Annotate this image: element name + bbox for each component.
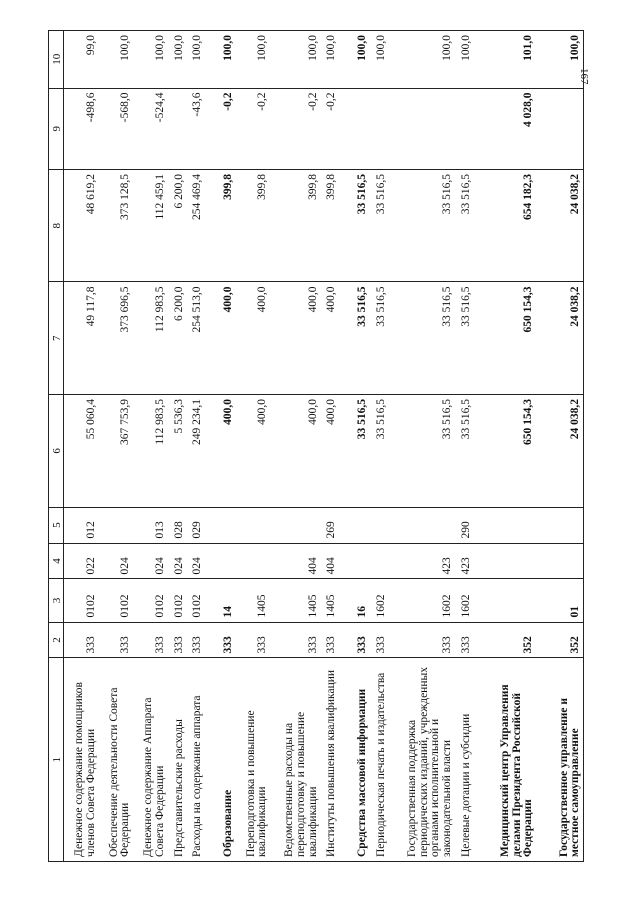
column-header: 9 bbox=[49, 88, 64, 169]
plan-amount-cell: 400,0 bbox=[321, 282, 340, 395]
ministry-code-cell: 333 bbox=[205, 622, 236, 658]
expense-type-cell bbox=[389, 507, 455, 543]
approved-amount-cell: 55 060,4 bbox=[64, 395, 99, 508]
percent-cell: 100,0 bbox=[270, 31, 320, 89]
expense-type-cell: 029 bbox=[186, 507, 205, 543]
section-code-cell: 1602 bbox=[455, 579, 474, 622]
actual-amount-cell: 48 619,2 bbox=[64, 169, 99, 282]
table-row bbox=[168, 31, 187, 862]
plan-amount-cell: 400,0 bbox=[236, 282, 270, 395]
deviation-cell: -43,6 bbox=[186, 88, 205, 169]
plan-amount-cell: 24 038,2 bbox=[536, 282, 584, 395]
deviation-cell: -0,2 bbox=[205, 88, 236, 169]
deviation-cell bbox=[339, 88, 370, 169]
row-name-cell: Средства массовой информации bbox=[339, 658, 370, 862]
approved-amount-cell: 33 516,5 bbox=[370, 395, 389, 508]
column-header: 7 bbox=[49, 282, 64, 395]
section-code-cell: 1405 bbox=[321, 579, 340, 622]
target-article-cell: 024 bbox=[99, 543, 133, 579]
section-code-cell: 0102 bbox=[168, 579, 187, 622]
column-header: 8 bbox=[49, 169, 64, 282]
plan-amount-cell: 400,0 bbox=[205, 282, 236, 395]
table-row bbox=[186, 31, 205, 862]
approved-amount-cell: 400,0 bbox=[270, 395, 320, 508]
header-row bbox=[49, 31, 64, 862]
target-article-cell: 404 bbox=[321, 543, 340, 579]
approved-amount-cell: 367 753,9 bbox=[99, 395, 133, 508]
section-code-cell bbox=[473, 579, 536, 622]
target-article-cell: 022 bbox=[64, 543, 99, 579]
column-header: 5 bbox=[49, 507, 64, 543]
ministry-code-cell: 333 bbox=[236, 622, 270, 658]
row-name-cell: Представительские расходы bbox=[168, 658, 187, 862]
row-name-cell: Образование bbox=[205, 658, 236, 862]
approved-amount-cell: 400,0 bbox=[321, 395, 340, 508]
actual-amount-cell: 33 516,5 bbox=[339, 169, 370, 282]
section-code-cell: 16 bbox=[339, 579, 370, 622]
percent-cell: 100,0 bbox=[168, 31, 187, 89]
approved-amount-cell: 400,0 bbox=[236, 395, 270, 508]
expense-type-cell: 290 bbox=[455, 507, 474, 543]
deviation-cell bbox=[389, 88, 455, 169]
row-name-cell: Государственная поддержка периодических изданий, учрежденных органами исполнительной и законодательной власти bbox=[389, 658, 455, 862]
ministry-code-cell: 333 bbox=[455, 622, 474, 658]
column-header: 4 bbox=[49, 543, 64, 579]
expense-type-cell bbox=[370, 507, 389, 543]
table-row bbox=[64, 31, 99, 862]
percent-cell: 100,0 bbox=[99, 31, 133, 89]
expense-type-cell bbox=[270, 507, 320, 543]
section-code-cell: 01 bbox=[536, 579, 584, 622]
percent-cell: 100,0 bbox=[389, 31, 455, 89]
approved-amount-cell: 33 516,5 bbox=[455, 395, 474, 508]
section-code-cell: 1602 bbox=[389, 579, 455, 622]
approved-amount-cell: 112 983,5 bbox=[133, 395, 167, 508]
target-article-cell bbox=[205, 543, 236, 579]
section-code-cell: 0102 bbox=[99, 579, 133, 622]
percent-cell: 99,0 bbox=[64, 31, 99, 89]
actual-amount-cell: 399,8 bbox=[321, 169, 340, 282]
table-row bbox=[370, 31, 389, 862]
plan-amount-cell: 400,0 bbox=[270, 282, 320, 395]
deviation-cell: -0,2 bbox=[270, 88, 320, 169]
percent-cell: 100,0 bbox=[236, 31, 270, 89]
expense-type-cell: 012 bbox=[64, 507, 99, 543]
row-name-cell: Переподготовка и повышение квалификации bbox=[236, 658, 270, 862]
row-name-cell: Денежное содержание Аппарата Совета Федерации bbox=[133, 658, 167, 862]
approved-amount-cell: 24 038,2 bbox=[536, 395, 584, 508]
ministry-code-cell: 352 bbox=[536, 622, 584, 658]
expense-type-cell bbox=[473, 507, 536, 543]
actual-amount-cell: 399,8 bbox=[270, 169, 320, 282]
actual-amount-cell: 254 469,4 bbox=[186, 169, 205, 282]
target-article-cell bbox=[473, 543, 536, 579]
actual-amount-cell: 654 182,3 bbox=[473, 169, 536, 282]
expense-type-cell: 269 bbox=[321, 507, 340, 543]
table-row bbox=[389, 31, 455, 862]
target-article-cell: 404 bbox=[270, 543, 320, 579]
actual-amount-cell: 33 516,5 bbox=[370, 169, 389, 282]
row-name-cell: Целевые дотации и субсидии bbox=[455, 658, 474, 862]
deviation-cell: 4 028,0 bbox=[473, 88, 536, 169]
deviation-cell bbox=[536, 88, 584, 169]
expense-type-cell bbox=[536, 507, 584, 543]
ministry-code-cell: 333 bbox=[168, 622, 187, 658]
column-header: 10 bbox=[49, 31, 64, 89]
deviation-cell bbox=[370, 88, 389, 169]
expense-type-cell: 028 bbox=[168, 507, 187, 543]
column-header: 6 bbox=[49, 395, 64, 508]
expense-type-cell bbox=[339, 507, 370, 543]
table-row bbox=[236, 31, 270, 862]
deviation-cell: -568,0 bbox=[99, 88, 133, 169]
section-code-cell: 1405 bbox=[236, 579, 270, 622]
table-row bbox=[270, 31, 320, 862]
ministry-code-cell: 333 bbox=[133, 622, 167, 658]
expense-type-cell bbox=[236, 507, 270, 543]
table-row bbox=[133, 31, 167, 862]
expense-type-cell bbox=[99, 507, 133, 543]
plan-amount-cell: 33 516,5 bbox=[389, 282, 455, 395]
row-name-cell: Расходы на содержание аппарата bbox=[186, 658, 205, 862]
plan-amount-cell: 650 154,3 bbox=[473, 282, 536, 395]
deviation-cell: -524,4 bbox=[133, 88, 167, 169]
ministry-code-cell: 352 bbox=[473, 622, 536, 658]
deviation-cell: -0,2 bbox=[321, 88, 340, 169]
approved-amount-cell: 33 516,5 bbox=[339, 395, 370, 508]
ministry-code-cell: 333 bbox=[339, 622, 370, 658]
ministry-code-cell: 333 bbox=[99, 622, 133, 658]
actual-amount-cell: 112 459,1 bbox=[133, 169, 167, 282]
ministry-code-cell: 333 bbox=[389, 622, 455, 658]
target-article-cell: 024 bbox=[133, 543, 167, 579]
table-row bbox=[321, 31, 340, 862]
section-code-cell: 14 bbox=[205, 579, 236, 622]
deviation-cell bbox=[455, 88, 474, 169]
target-article-cell bbox=[370, 543, 389, 579]
plan-amount-cell: 6 200,0 bbox=[168, 282, 187, 395]
percent-cell: 100,0 bbox=[339, 31, 370, 89]
actual-amount-cell: 33 516,5 bbox=[455, 169, 474, 282]
target-article-cell: 024 bbox=[168, 543, 187, 579]
percent-cell: 100,0 bbox=[133, 31, 167, 89]
section-code-cell: 1602 bbox=[370, 579, 389, 622]
target-article-cell bbox=[339, 543, 370, 579]
actual-amount-cell: 6 200,0 bbox=[168, 169, 187, 282]
column-header: 3 bbox=[49, 579, 64, 622]
row-name-cell: Ведомственные расходы на переподготовку и повышение квалификации bbox=[270, 658, 320, 862]
table-row bbox=[339, 31, 370, 862]
actual-amount-cell: 24 038,2 bbox=[536, 169, 584, 282]
table-row bbox=[536, 31, 584, 862]
expense-type-cell: 013 bbox=[133, 507, 167, 543]
deviation-cell bbox=[168, 88, 187, 169]
expense-type-cell bbox=[205, 507, 236, 543]
column-header: 2 bbox=[49, 622, 64, 658]
actual-amount-cell: 399,8 bbox=[236, 169, 270, 282]
plan-amount-cell: 33 516,5 bbox=[455, 282, 474, 395]
row-name-cell: Периодическая печать и издательства bbox=[370, 658, 389, 862]
plan-amount-cell: 49 117,8 bbox=[64, 282, 99, 395]
plan-amount-cell: 33 516,5 bbox=[370, 282, 389, 395]
column-header: 1 bbox=[49, 658, 64, 862]
ministry-code-cell: 333 bbox=[186, 622, 205, 658]
approved-amount-cell: 650 154,3 bbox=[473, 395, 536, 508]
percent-cell: 100,0 bbox=[205, 31, 236, 89]
target-article-cell: 423 bbox=[389, 543, 455, 579]
row-name-cell: Институты повышения квалификации bbox=[321, 658, 340, 862]
row-name-cell: Денежное содержание помощников членов Совета Федерации bbox=[64, 658, 99, 862]
page-number: 167 bbox=[578, 68, 590, 85]
ministry-code-cell: 333 bbox=[370, 622, 389, 658]
table-row bbox=[455, 31, 474, 862]
ministry-code-cell: 333 bbox=[321, 622, 340, 658]
section-code-cell: 0102 bbox=[133, 579, 167, 622]
actual-amount-cell: 399,8 bbox=[205, 169, 236, 282]
approved-amount-cell: 249 234,1 bbox=[186, 395, 205, 508]
table-row bbox=[99, 31, 133, 862]
ministry-code-cell: 333 bbox=[64, 622, 99, 658]
table-row bbox=[205, 31, 236, 862]
approved-amount-cell: 400,0 bbox=[205, 395, 236, 508]
plan-amount-cell: 373 696,5 bbox=[99, 282, 133, 395]
percent-cell: 100,0 bbox=[370, 31, 389, 89]
plan-amount-cell: 33 516,5 bbox=[339, 282, 370, 395]
deviation-cell: -498,6 bbox=[64, 88, 99, 169]
budget-table-rotated bbox=[48, 30, 584, 862]
percent-cell: 101,0 bbox=[473, 31, 536, 89]
percent-cell: 100,0 bbox=[321, 31, 340, 89]
target-article-cell: 024 bbox=[186, 543, 205, 579]
actual-amount-cell: 373 128,5 bbox=[99, 169, 133, 282]
approved-amount-cell: 33 516,5 bbox=[389, 395, 455, 508]
budget-table bbox=[48, 30, 584, 862]
section-code-cell: 0102 bbox=[186, 579, 205, 622]
section-code-cell: 0102 bbox=[64, 579, 99, 622]
target-article-cell bbox=[236, 543, 270, 579]
percent-cell: 100,0 bbox=[536, 31, 584, 89]
plan-amount-cell: 254 513,0 bbox=[186, 282, 205, 395]
target-article-cell bbox=[536, 543, 584, 579]
percent-cell: 100,0 bbox=[186, 31, 205, 89]
deviation-cell: -0,2 bbox=[236, 88, 270, 169]
actual-amount-cell: 33 516,5 bbox=[389, 169, 455, 282]
row-name-cell: Медицинский центр Управления делами Президента Российской Федерации bbox=[473, 658, 536, 862]
plan-amount-cell: 112 983,5 bbox=[133, 282, 167, 395]
row-name-cell: Обеспечение деятельности Совета Федерации bbox=[99, 658, 133, 862]
target-article-cell: 423 bbox=[455, 543, 474, 579]
section-code-cell: 1405 bbox=[270, 579, 320, 622]
ministry-code-cell: 333 bbox=[270, 622, 320, 658]
table-row bbox=[473, 31, 536, 862]
row-name-cell: Государственное управление и местное самоуправление bbox=[536, 658, 584, 862]
approved-amount-cell: 5 536,3 bbox=[168, 395, 187, 508]
percent-cell: 100,0 bbox=[455, 31, 474, 89]
